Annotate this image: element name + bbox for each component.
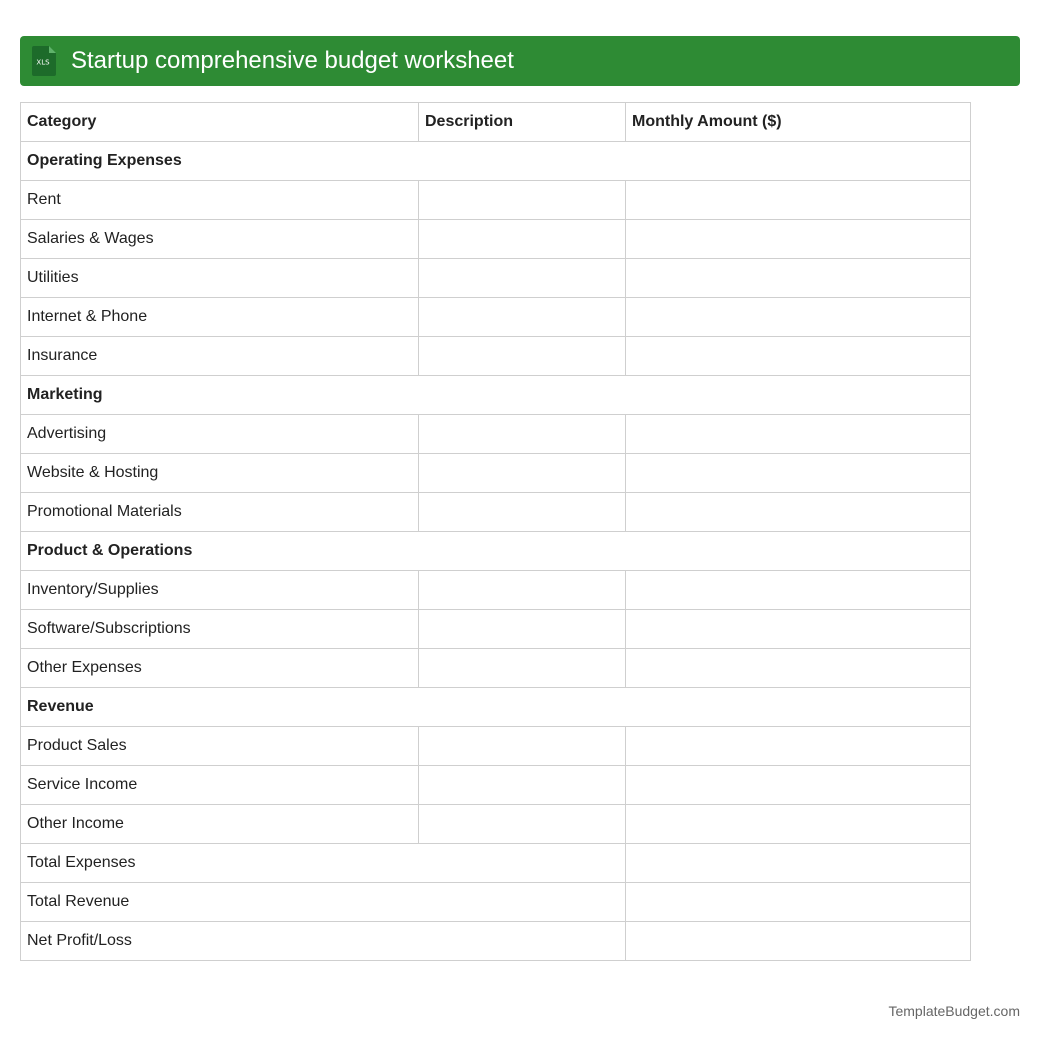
category-cell: Other Expenses (21, 649, 419, 688)
section-label: Product & Operations (21, 532, 971, 571)
amount-cell[interactable] (626, 181, 971, 220)
total-row (21, 844, 971, 883)
section-row (21, 142, 971, 181)
description-cell[interactable] (419, 454, 626, 493)
description-cell[interactable] (419, 571, 626, 610)
table-row (21, 610, 971, 649)
section-row (21, 532, 971, 571)
budget-table (20, 102, 971, 961)
section-label: Operating Expenses (21, 142, 971, 181)
category-cell: Utilities (21, 259, 419, 298)
amount-cell[interactable] (626, 220, 971, 259)
category-cell: Insurance (21, 337, 419, 376)
header-monthly-amount: Monthly Amount ($) (626, 103, 971, 142)
description-cell[interactable] (419, 610, 626, 649)
description-cell[interactable] (419, 415, 626, 454)
amount-cell[interactable] (626, 649, 971, 688)
total-row (21, 922, 971, 961)
section-row (21, 688, 971, 727)
category-cell: Other Income (21, 805, 419, 844)
header-category: Category (21, 103, 419, 142)
description-cell[interactable] (419, 727, 626, 766)
title-bar (20, 36, 1020, 86)
table-row (21, 493, 971, 532)
category-cell: Service Income (21, 766, 419, 805)
amount-cell[interactable] (626, 727, 971, 766)
section-label: Marketing (21, 376, 971, 415)
amount-cell[interactable] (626, 571, 971, 610)
description-cell[interactable] (419, 298, 626, 337)
description-cell[interactable] (419, 220, 626, 259)
amount-cell[interactable] (626, 259, 971, 298)
page-title: Startup comprehensive budget worksheet (71, 47, 514, 74)
table-row (21, 298, 971, 337)
category-cell: Inventory/Supplies (21, 571, 419, 610)
amount-cell[interactable] (626, 415, 971, 454)
total-label: Total Expenses (21, 844, 626, 883)
category-cell: Promotional Materials (21, 493, 419, 532)
amount-cell[interactable] (626, 337, 971, 376)
total-label: Net Profit/Loss (21, 922, 626, 961)
amount-cell[interactable] (626, 610, 971, 649)
xls-file-icon (32, 46, 56, 76)
description-cell[interactable] (419, 493, 626, 532)
category-cell: Software/Subscriptions (21, 610, 419, 649)
total-amount-cell[interactable] (626, 883, 971, 922)
section-label: Revenue (21, 688, 971, 727)
category-cell: Website & Hosting (21, 454, 419, 493)
amount-cell[interactable] (626, 766, 971, 805)
table-row (21, 805, 971, 844)
table-row (21, 454, 971, 493)
table-row (21, 337, 971, 376)
table-row (21, 220, 971, 259)
svg-text:XLS: XLS (36, 58, 50, 67)
description-cell[interactable] (419, 259, 626, 298)
amount-cell[interactable] (626, 454, 971, 493)
category-cell: Salaries & Wages (21, 220, 419, 259)
amount-cell[interactable] (626, 298, 971, 337)
description-cell[interactable] (419, 649, 626, 688)
section-row (21, 376, 971, 415)
total-label: Total Revenue (21, 883, 626, 922)
category-cell: Internet & Phone (21, 298, 419, 337)
header-description: Description (419, 103, 626, 142)
description-cell[interactable] (419, 805, 626, 844)
table-row (21, 766, 971, 805)
category-cell: Advertising (21, 415, 419, 454)
table-row (21, 181, 971, 220)
table-row (21, 727, 971, 766)
description-cell[interactable] (419, 337, 626, 376)
table-row (21, 259, 971, 298)
table-row (21, 571, 971, 610)
total-row (21, 883, 971, 922)
amount-cell[interactable] (626, 493, 971, 532)
footer-brand: TemplateBudget.com (888, 1003, 1020, 1019)
description-cell[interactable] (419, 766, 626, 805)
table-header-row (21, 103, 971, 142)
description-cell[interactable] (419, 181, 626, 220)
table-row (21, 649, 971, 688)
amount-cell[interactable] (626, 805, 971, 844)
category-cell: Rent (21, 181, 419, 220)
category-cell: Product Sales (21, 727, 419, 766)
table-row (21, 415, 971, 454)
total-amount-cell[interactable] (626, 922, 971, 961)
total-amount-cell[interactable] (626, 844, 971, 883)
